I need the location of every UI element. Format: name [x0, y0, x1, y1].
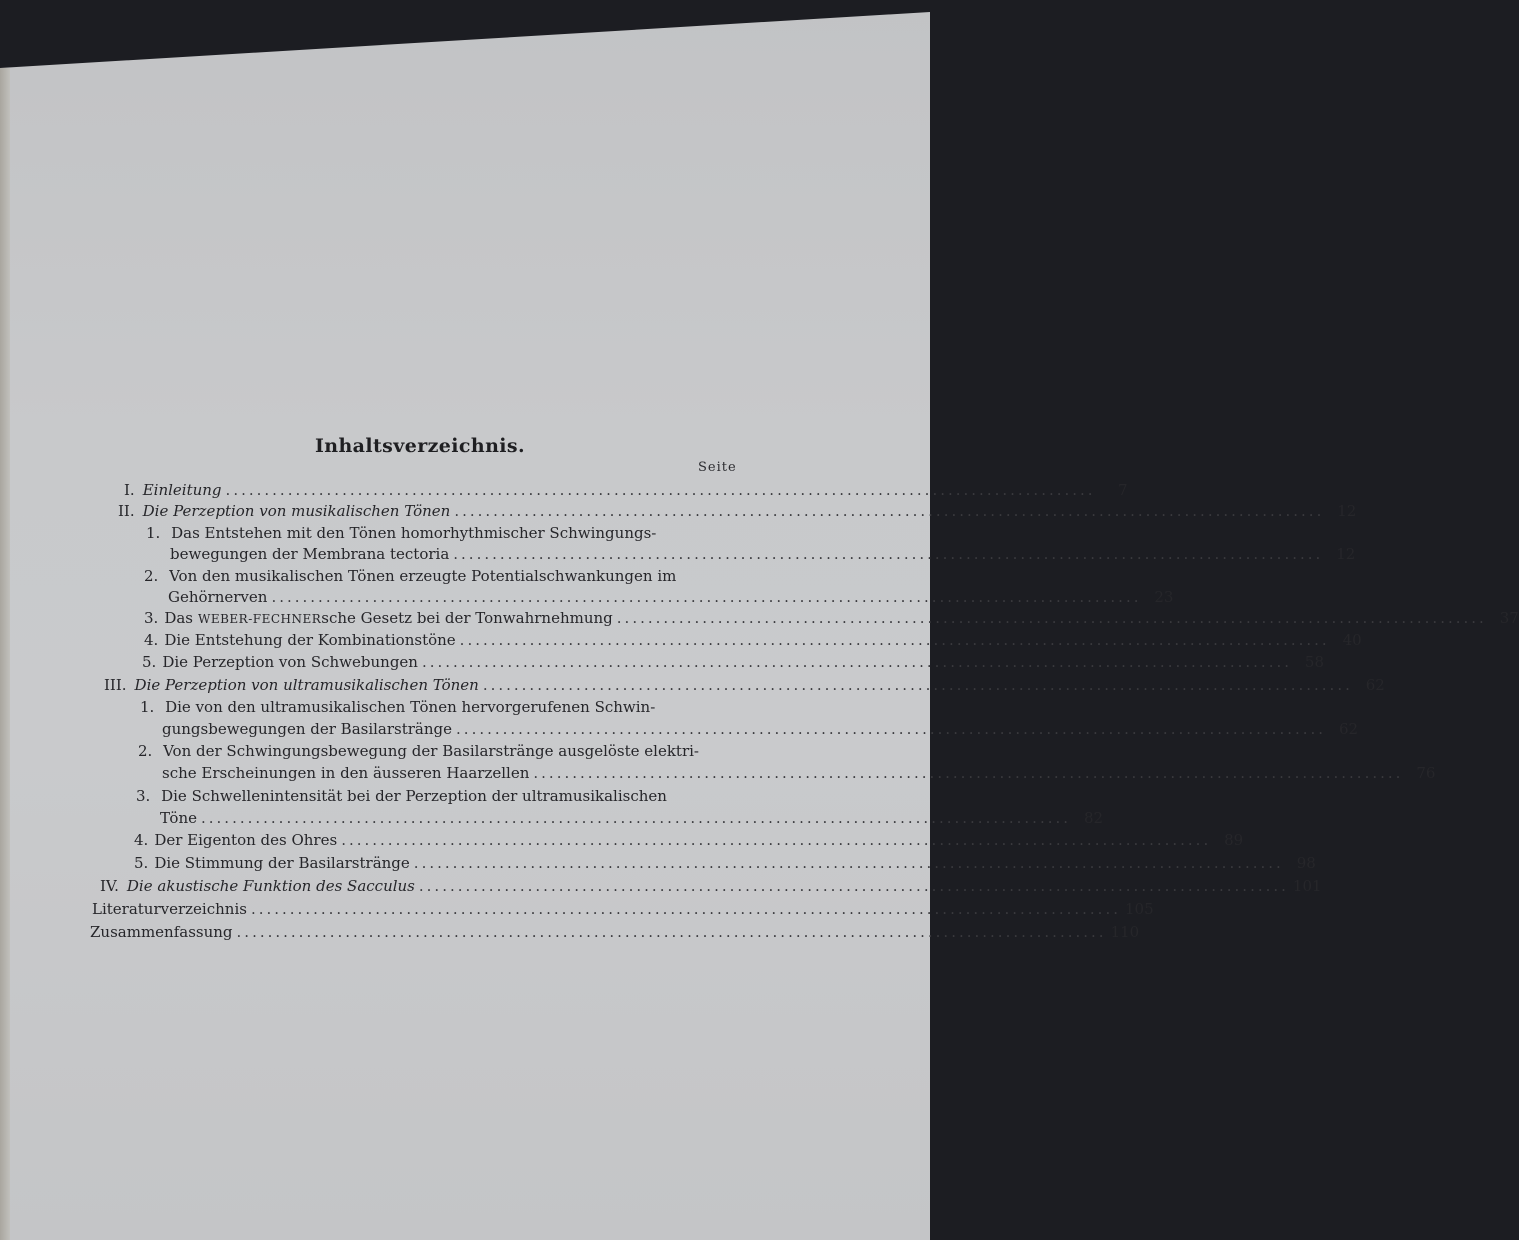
dot-leader: ................................................................................................................	[201, 809, 1072, 827]
entry-page: 58	[1304, 653, 1324, 671]
entry-title: Die Entstehung der Kombinationstöne	[164, 631, 456, 649]
entry-number: 2.	[144, 567, 159, 585]
entry-title: Einleitung	[142, 481, 222, 499]
entry-number: I.	[124, 481, 135, 499]
toc-entry-2-4	[144, 630, 1362, 651]
entry-title: gungsbewegungen der Basilarstränge	[162, 720, 453, 738]
toc-entry-2-1-line1	[146, 523, 656, 544]
entry-page: 89	[1224, 831, 1244, 849]
entry-page: 62	[1338, 720, 1359, 738]
entry-number: 2.	[138, 742, 153, 760]
entry-number: 3.	[144, 609, 159, 627]
entry-title-line1: Von den musikalischen Tönen erzeugte Potentialschwankungen im	[169, 567, 677, 585]
entry-title: Die Perzeption von ultramusikalischen Tönen	[134, 676, 479, 694]
dot-leader: ................................................................................................................	[453, 545, 1324, 563]
toc-entry-2-3	[144, 608, 1519, 630]
entry-page: 37	[1499, 609, 1519, 627]
entry-title: Zusammenfassung	[90, 923, 233, 941]
dot-leader: ................................................................................................................	[341, 831, 1212, 849]
entry-title: Die akustische Funktion des Sacculus	[126, 877, 415, 895]
entry-page: 101	[1292, 877, 1322, 895]
entry-title: Die Stimmung der Basilarstränge	[154, 854, 410, 872]
dot-leader: ................................................................................................................	[421, 653, 1292, 671]
entry-title-name: WEBER-FECHNER	[197, 612, 322, 626]
entry-title: Literaturverzeichnis	[92, 900, 247, 918]
entry-page: 82	[1083, 809, 1104, 827]
toc-entry-einleitung	[124, 480, 1128, 501]
dot-leader: ................................................................................................................	[482, 676, 1353, 694]
dot-leader: ................................................................................................................	[271, 588, 1142, 606]
toc-title: Inhaltsverzeichnis.	[314, 435, 526, 457]
entry-title: Der Eigenton des Ohres	[154, 831, 338, 849]
entry-page: 7	[1118, 481, 1128, 499]
toc-entry-3-2	[162, 763, 1436, 784]
entry-title-line1: Von der Schwingungsbewegung der Basilarstränge ausgelöste elektri-	[163, 742, 699, 760]
page-edge	[0, 68, 10, 1240]
entry-title: Gehörnerven	[168, 588, 268, 606]
entry-page: 12	[1336, 545, 1356, 563]
entry-page: 105	[1124, 900, 1154, 918]
entry-page: 12	[1337, 502, 1357, 520]
entry-number: 3.	[136, 787, 151, 805]
dot-leader: ................................................................................................................	[456, 720, 1327, 738]
toc-entry-3-3-line1	[136, 786, 667, 807]
entry-number: 5.	[142, 653, 157, 671]
toc-entry-2-2	[168, 587, 1174, 608]
entry-title-line1: Die von den ultramusikalischen Tönen hervorgerufenen Schwin-	[165, 698, 656, 716]
dot-leader: ................................................................................................................	[225, 481, 1096, 499]
toc-entry-3-1	[162, 719, 1359, 740]
entry-title: Die Perzeption von musikalischen Tönen	[142, 502, 451, 520]
entry-page: 23	[1154, 588, 1174, 606]
toc-entry-3-3	[160, 808, 1104, 829]
toc-entry-chapter-4	[100, 876, 1322, 897]
toc-entry-3-4	[134, 830, 1244, 851]
page-column-label: Seite	[698, 460, 737, 475]
entry-title: sche Erscheinungen in den äusseren Haarzellen	[162, 764, 530, 782]
dot-leader: ................................................................................................................	[616, 609, 1487, 627]
toc-entry-3-2-line1	[138, 741, 699, 762]
entry-number: III.	[104, 676, 127, 694]
dot-leader: ................................................................................................................	[454, 502, 1325, 520]
entry-title: sche Gesetz bei der Tonwahrnehmung	[321, 609, 613, 627]
entry-number: II.	[118, 502, 135, 520]
toc-entry-chapter-2	[118, 501, 1357, 522]
toc-entry-literatur	[92, 899, 1154, 920]
entry-page: 62	[1365, 676, 1385, 694]
entry-number: 1.	[140, 698, 155, 716]
entry-page: 110	[1110, 923, 1140, 941]
entry-title: Töne	[160, 809, 197, 827]
entry-page: 98	[1296, 854, 1316, 872]
toc-entry-3-1-line1	[140, 697, 655, 718]
toc-entry-3-5	[134, 853, 1316, 874]
toc-entry-2-2-line1	[144, 566, 676, 587]
toc-entry-2-1	[170, 544, 1356, 565]
entry-title-line1: Die Schwellenintensität bei der Perzeption der ultramusikalischen	[161, 787, 667, 805]
entry-page: 40	[1342, 631, 1362, 649]
entry-title-line1: Das Entstehen mit den Tönen homorhythmischer Schwingungs-	[171, 524, 657, 542]
dot-leader: ................................................................................................................	[413, 854, 1284, 872]
entry-number: 4.	[134, 831, 149, 849]
dot-leader: ................................................................................................................	[459, 631, 1330, 649]
dot-leader: ................................................................................................................	[236, 923, 1107, 941]
entry-page: 76	[1416, 764, 1436, 782]
entry-title: Die Perzeption von Schwebungen	[162, 653, 418, 671]
entry-number: 4.	[144, 631, 159, 649]
toc-entry-zusammenfassung	[90, 922, 1140, 943]
entry-number: IV.	[100, 877, 119, 895]
entry-number: 5.	[134, 854, 149, 872]
entry-title-prefix: Das	[164, 609, 193, 627]
dot-leader: ................................................................................................................	[250, 900, 1121, 918]
dot-leader: ................................................................................................................	[533, 764, 1404, 782]
entry-number: 1.	[146, 524, 161, 542]
toc-entry-2-5	[142, 652, 1324, 673]
entry-title: bewegungen der Membrana tectoria	[170, 545, 450, 563]
dot-leader: ................................................................................................................	[418, 877, 1289, 895]
toc-entry-chapter-3	[104, 675, 1385, 696]
